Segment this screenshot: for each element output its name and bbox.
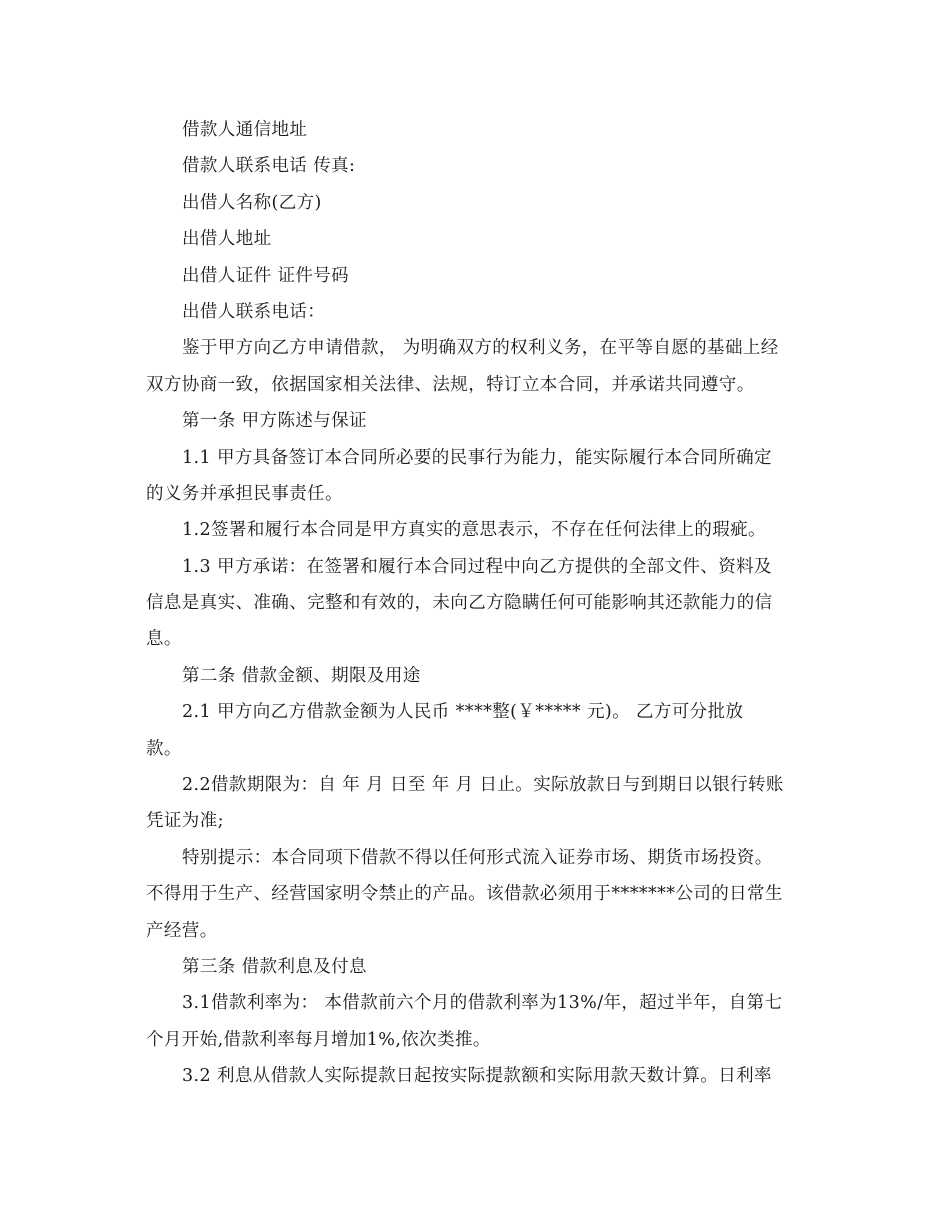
document-line: 出借人证件 证件号码 xyxy=(182,265,350,286)
document-line: 第二条 借款金额、期限及用途 xyxy=(182,665,421,686)
document-line: 的义务并承担民事责任。 xyxy=(146,483,343,504)
document-line: 双方协商一致，依据国家相关法律、法规，特订立本合同，并承诺共同遵守。 xyxy=(146,374,755,395)
document-line: 特别提示：本合同项下借款不得以任何形式流入证券市场、期货市场投资。 xyxy=(182,847,773,868)
document-line: 产经营。 xyxy=(146,920,218,941)
document-line: 借款人通信地址 xyxy=(182,120,308,140)
document-line: 2.2借款期限为：自 年 月 日至 年 月 日止。实际放款日与到期日以银行转账 xyxy=(182,775,784,796)
document-line: 息。 xyxy=(146,629,182,650)
document-line: 不得用于生产、经营国家明令禁止的产品。该借款必须用于*******公司的日常生 xyxy=(146,884,783,905)
document-line: 第三条 借款利息及付息 xyxy=(182,956,367,977)
document-line: 1.1 甲方具备签订本合同所必要的民事行为能力，能实际履行本合同所确定 xyxy=(182,447,772,468)
document-line: 第一条 甲方陈述与保证 xyxy=(182,411,367,432)
document-line: 鉴于甲方向乙方申请借款， 为明确双方的权利义务，在平等自愿的基础上经 xyxy=(182,338,779,359)
document-line: 信息是真实、准确、完整和有效的，未向乙方隐瞒任何可能影响其还款能力的信 xyxy=(146,593,773,614)
document-line: 个月开始,借款利率每月增加1%,依次类推。 xyxy=(146,1029,491,1050)
document-page xyxy=(146,112,810,1095)
document-line: 1.2签署和履行本合同是甲方真实的意思表示，不存在任何法律上的瑕疵。 xyxy=(182,520,766,541)
document-line: 出借人联系电话： xyxy=(182,301,326,322)
document-line: 1.3 甲方承诺：在签署和履行本合同过程中向乙方提供的全部文件、资料及 xyxy=(182,556,772,577)
document-line: 借款人联系电话 传真: xyxy=(182,156,356,177)
document-line: 3.2 利息从借款人实际提款日起按实际提款额和实际用款天数计算。日利率 xyxy=(182,1066,772,1087)
document-line: 出借人名称(乙方) xyxy=(182,192,322,213)
document-line: 3.1借款利率为： 本借款前六个月的借款利率为13%/年，超过半年，自第七 xyxy=(182,993,783,1014)
document-line: 2.1 甲方向乙方借款金额为人民币 ****整(￥***** 元)。 乙方可分批放 xyxy=(182,702,744,723)
document-line: 凭证为准; xyxy=(146,811,224,832)
document-line: 出借人地址 xyxy=(182,229,272,250)
document-line: 款。 xyxy=(146,738,182,759)
